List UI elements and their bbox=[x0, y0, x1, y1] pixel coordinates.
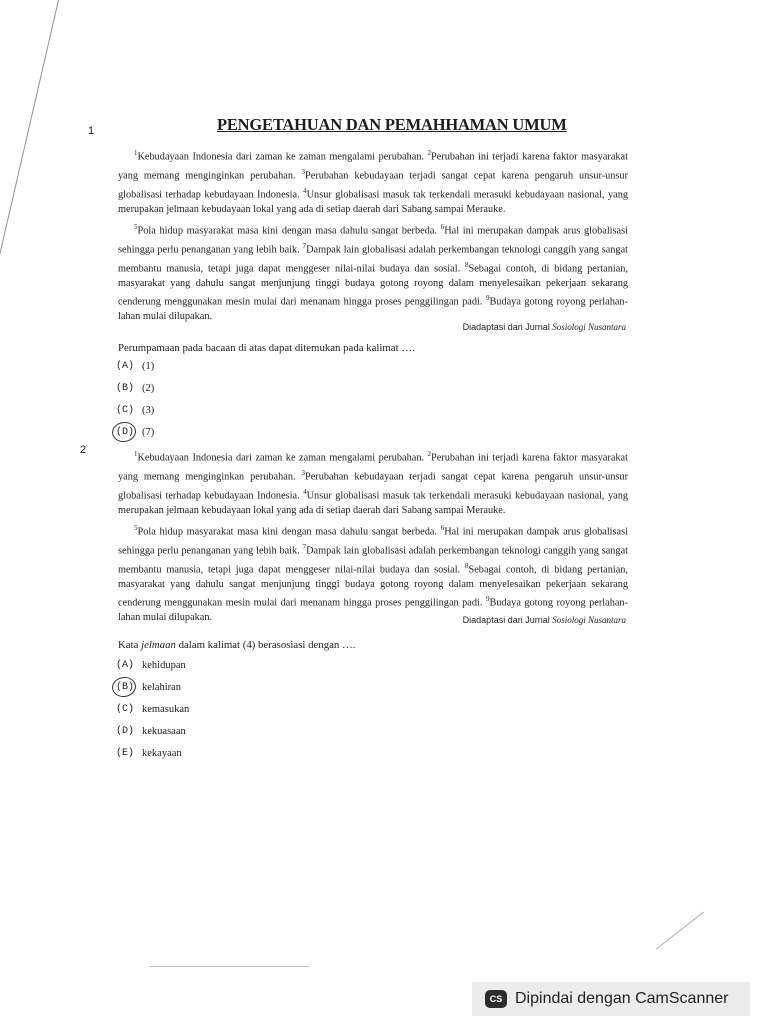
page-title: PENGETAHUAN DAN PEMAHHAMAN UMUM bbox=[217, 115, 567, 134]
scan-artifact-line bbox=[0, 0, 59, 293]
option-letter: (B) bbox=[116, 682, 142, 693]
option-text: (2) bbox=[142, 383, 155, 395]
question-1-prompt: Perumpamaan pada bacaan di atas dapat ditemukan pada kalimat …. bbox=[118, 342, 415, 354]
sentence-number: 5 bbox=[134, 222, 138, 231]
sentence-number: 1 bbox=[134, 149, 138, 157]
question-2-options bbox=[116, 655, 189, 764]
option-letter: (D) bbox=[116, 427, 142, 438]
question-2-source bbox=[463, 615, 626, 625]
question-1-options bbox=[116, 356, 154, 443]
sentence-number: 6 bbox=[440, 222, 445, 231]
q2-paragraph-1 bbox=[118, 447, 628, 519]
question-1-number: 1 bbox=[88, 125, 95, 137]
sentence-number: 9 bbox=[485, 294, 490, 303]
option-text: (3) bbox=[142, 404, 155, 416]
sentence-text: Kebudayaan Indonesia dari zaman ke zaman mengalami perubahan. bbox=[137, 151, 428, 163]
answer-option[interactable] bbox=[116, 720, 189, 742]
option-text: (1) bbox=[142, 361, 155, 373]
sentence-number: 8 bbox=[465, 561, 469, 570]
prompt-text: dalam kalimat (4) berasosiasi dengan …. bbox=[175, 639, 356, 651]
sentence-text: Perubahan ini terjadi karena faktor masyarakat yang memang menginginkan perubahan. bbox=[118, 151, 628, 182]
sentence-number: 2 bbox=[427, 450, 432, 458]
sentence-number: 5 bbox=[134, 523, 138, 532]
option-text: kehidupan bbox=[142, 660, 186, 672]
sentence-text: Perubahan kebudayaan terjadi sangat cepat karena pengaruh unsur-unsur globalisasi terhadap kebudayaan Indonesia. bbox=[118, 170, 628, 201]
sentence-number: 3 bbox=[301, 168, 305, 177]
answer-option[interactable] bbox=[116, 356, 154, 378]
sentence-number: 1 bbox=[134, 450, 138, 458]
option-text: kelahiran bbox=[142, 682, 182, 694]
option-letter: (A) bbox=[116, 660, 135, 672]
option-letter: (A) bbox=[116, 361, 135, 373]
question-1-source bbox=[463, 322, 626, 332]
sentence-text: Pola hidup masyarakat masa kini dengan masa dahulu sangat berbeda. bbox=[137, 225, 441, 237]
source-prefix: Diadaptasi dari Jurnal bbox=[462, 322, 553, 332]
answer-option[interactable] bbox=[116, 655, 189, 677]
answer-option[interactable] bbox=[116, 378, 154, 400]
sentence-text: Unsur globalisasi masuk tak terkendali merasuki kebudayaan nasional, yang merupakan jelmaan kebudayaan lokal yang ada di setiap daerah dari Sabang sampai Merauke. bbox=[118, 490, 628, 517]
prompt-italic-word: jelmaan bbox=[141, 639, 176, 651]
camscanner-label: Dipindai dengan CamScanner bbox=[515, 990, 729, 1007]
q1-paragraph-2 bbox=[118, 220, 628, 325]
question-1-passage bbox=[118, 146, 628, 325]
source-journal: Sosiologi Nusantara bbox=[552, 615, 626, 625]
source-prefix: Diadaptasi dari Jurnal bbox=[462, 615, 553, 625]
sentence-text: Hal ini merupakan dampak arus globalisasi sehingga perlu penanganan yang lebih baik. bbox=[118, 225, 628, 256]
sentence-number: 4 bbox=[303, 488, 307, 497]
sentence-number: 2 bbox=[427, 149, 432, 157]
sentence-text: Kebudayaan Indonesia dari zaman ke zaman mengalami perubahan. bbox=[137, 452, 428, 464]
q2-paragraph-2 bbox=[118, 521, 628, 626]
sentence-number: 4 bbox=[303, 187, 307, 196]
prompt-text: Kata bbox=[118, 639, 142, 651]
answer-option[interactable] bbox=[116, 677, 189, 699]
option-letter: (D) bbox=[116, 725, 135, 737]
sentence-text: Perubahan kebudayaan terjadi sangat cepat karena pengaruh unsur-unsur globalisasi terhadap kebudayaan Indonesia. bbox=[118, 471, 628, 502]
option-letter: (E) bbox=[116, 747, 135, 759]
answer-option[interactable] bbox=[116, 699, 189, 721]
sentence-text: Perubahan ini terjadi karena faktor masyarakat yang memang menginginkan perubahan. bbox=[118, 452, 628, 483]
pen-mark bbox=[656, 912, 704, 950]
camscanner-watermark bbox=[472, 982, 750, 1016]
question-2-prompt bbox=[118, 639, 355, 651]
camscanner-logo-icon: CS bbox=[485, 990, 507, 1008]
q1-paragraph-1 bbox=[118, 146, 628, 218]
sentence-text: Budaya gotong royong perlahan-lahan mulai dilupakan. bbox=[118, 296, 628, 323]
option-letter: (B) bbox=[116, 383, 135, 395]
sentence-text: Sebagai contoh, di bidang pertanian, masyarakat yang dahulu sangat menjunjung tinggi budaya gotong royong dalam menyelesaikan pekerjaan sekarang cenderung menggunakan mesin mulai dari menanam hingga proses penggilingan padi. bbox=[118, 564, 628, 609]
answer-option[interactable] bbox=[116, 400, 154, 422]
sentence-text: Unsur globalisasi masuk tak terkendali merasuki kebudayaan nasional, yang merupakan jelmaan kebudayaan lokal yang ada di setiap daerah dari Sabang sampai Merauke. bbox=[118, 189, 628, 216]
option-text: kekuasaan bbox=[142, 725, 186, 737]
option-text: kemasukan bbox=[142, 703, 190, 715]
sentence-number: 9 bbox=[485, 595, 490, 604]
option-letter: (C) bbox=[116, 404, 135, 416]
sentence-number: 8 bbox=[465, 260, 469, 269]
option-text: (7) bbox=[142, 426, 155, 438]
source-journal: Sosiologi Nusantara bbox=[552, 322, 626, 332]
answer-option[interactable] bbox=[116, 742, 189, 764]
answer-option[interactable] bbox=[116, 421, 154, 443]
question-2-number: 2 bbox=[80, 444, 87, 456]
sentence-text: Hal ini merupakan dampak arus globalisasi sehingga perlu penanganan yang lebih baik. bbox=[118, 526, 628, 557]
sentence-text: Budaya gotong royong perlahan-lahan mulai dilupakan. bbox=[118, 597, 628, 624]
option-letter: (C) bbox=[116, 703, 135, 715]
sentence-text: Sebagai contoh, di bidang pertanian, masyarakat yang dahulu sangat menjunjung tinggi budaya gotong royong dalam menyelesaikan pekerjaan sekarang cenderung menggunakan mesin mulai dari menanam hingga proses penggilingan padi. bbox=[118, 263, 628, 308]
sentence-text: Dampak lain globalisasi adalah perkembangan teknologi canggih yang sangat membantu manusia, tetapi juga dapat menggeser nilai-nilai budaya dan sosial. bbox=[118, 545, 628, 576]
sentence-number: 7 bbox=[302, 241, 307, 250]
question-2-passage bbox=[118, 447, 628, 626]
sentence-number: 3 bbox=[301, 469, 305, 478]
sentence-text: Pola hidup masyarakat masa kini dengan masa dahulu sangat berbeda. bbox=[137, 526, 441, 538]
sentence-text: Dampak lain globalisasi adalah perkembangan teknologi canggih yang sangat membantu manusia, tetapi juga dapat menggeser nilai-nilai budaya dan sosial. bbox=[118, 244, 628, 275]
sentence-number: 6 bbox=[440, 523, 445, 532]
sentence-number: 7 bbox=[302, 542, 307, 551]
option-text: kekayaan bbox=[142, 747, 182, 759]
scan-artifact-rule bbox=[150, 966, 310, 967]
